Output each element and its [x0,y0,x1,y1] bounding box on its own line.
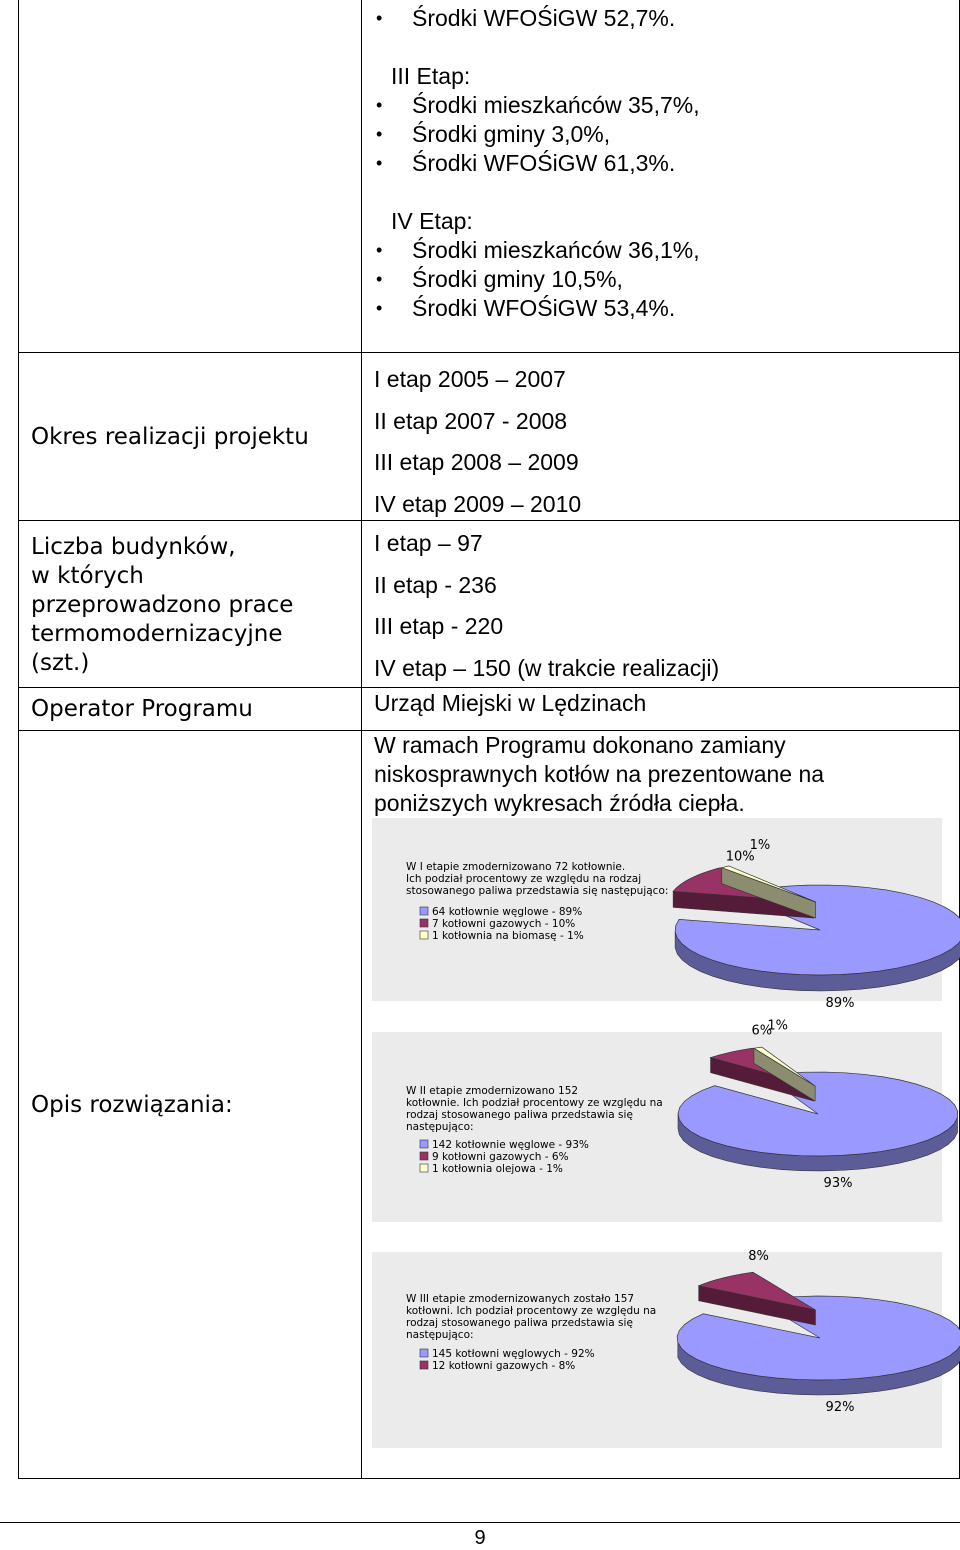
chart-title-line: następująco: [406,1121,474,1133]
count-line: III etap - 220 [374,613,504,639]
pie-data-label: 92% [825,1400,855,1415]
chart-title-line: W III etapie zmodernizowanych zostało 157 [406,1293,635,1305]
legend-entry: 9 kotłowni gazowych - 6% [432,1151,569,1163]
legend-swatch [420,1361,428,1369]
label-line: Liczba budynków, [31,534,236,560]
label-line: termomodernizacyjne [31,621,283,647]
legend-entry: 1 kotłownia olejowa - 1% [432,1163,563,1175]
list-item: • Środki mieszkańców 35,7%, [374,91,954,120]
pie-slice [678,1072,958,1156]
funding-row [19,0,959,352]
description-label: Opis rozwiązania: [31,1092,233,1118]
legend-swatch [420,1164,428,1172]
label-line: (szt.) [31,650,90,676]
pie-chart-stage3 [372,1248,942,1448]
period-line: I etap 2005 – 2007 [374,366,566,392]
text-line: niskosprawnych kotłów na prezentowane na [374,761,825,787]
text-line: poniższych wykresach źródła ciepła. [374,790,745,816]
period-line: II etap 2007 - 2008 [374,407,568,434]
buildings-row [19,520,959,687]
legend-swatch [420,931,428,939]
legend-entry: 145 kotłowni węglowych - 92% [432,1348,595,1360]
pie-slice [677,1296,960,1380]
legend-swatch [420,919,428,927]
legend-swatch [420,1349,428,1357]
buildings-label [31,533,351,678]
pie-data-label: 6% [751,1023,773,1039]
legend-swatch [420,1152,428,1160]
pie-data-label: 8% [748,1248,769,1264]
count-line: IV etap – 150 (w trakcie realizacji) [374,654,720,681]
period-line: III etap 2008 – 2009 [374,449,579,475]
label-line: w których [31,563,144,589]
count-line: I etap – 97 [374,530,483,556]
chart-title-line: kotłownie. Ich podział procentowy ze względu na [406,1097,663,1109]
period-values [374,359,954,525]
pie-chart-stage2 [372,1018,942,1222]
chart-title-line: W II etapie zmodernizowano 152 [406,1085,579,1097]
legend-entry: 1 kotłownia na biomasę - 1% [432,930,584,942]
funding-stages [374,4,954,323]
stage4-title: IV Etap: [391,208,473,234]
stage3-title: III Etap: [391,63,471,89]
pie-chart-stage1 [372,818,942,1011]
list-item: • Środki WFOŚiGW 53,4%. [374,294,954,323]
page-number: 9 [474,1527,486,1549]
label-line: przeprowadzono prace [31,592,294,618]
legend-entry: 7 kotłowni gazowych - 10% [432,918,576,930]
chart-title-line: Ich podział procentowy ze względu na rodzaj [406,873,642,885]
pie-data-label: 10% [725,849,755,865]
footer-rule [0,1522,960,1523]
chart-title-line: kotłowni. Ich podział procentowy ze względu na [406,1305,657,1317]
operator-label: Operator Programu [31,696,253,722]
period-row [19,352,959,520]
chart-title-line: W I etapie zmodernizowano 72 kotłownie. [406,861,626,873]
chart-title-line: następująco: [406,1329,474,1341]
text-line: W ramach Programu dokonano zamiany [374,732,786,758]
chart-title-line: rodzaj stosowanego paliwa przedstawia się [406,1109,633,1121]
list-item: • Środki WFOŚiGW 52,7%. [374,4,954,33]
pie-data-label: 89% [825,996,855,1011]
legend-swatch [420,1140,428,1148]
pie-data-label: 1% [749,837,771,853]
period-line: IV etap 2009 – 2010 [374,490,582,517]
buildings-values [374,523,954,689]
period-label: Okres realizacji projektu [31,424,309,450]
legend-swatch [420,907,428,915]
legend-entry: 12 kotłowni gazowych - 8% [432,1360,576,1372]
pie-data-label: 1% [767,1018,788,1034]
legend-entry: 64 kotłownie węglowe - 89% [432,906,583,918]
description-text [374,731,954,818]
list-item: • Środki gminy 10,5%, [374,265,954,294]
operator-row [19,687,959,730]
pie-data-label: 93% [823,1176,853,1191]
chart-title-line: stosowanego paliwa przedstawia się następująco: [406,885,669,897]
list-item: • Środki WFOŚiGW 61,3%. [374,149,954,178]
list-item: • Środki mieszkańców 36,1%, [374,236,954,265]
list-item: • Środki gminy 3,0%, [374,120,954,149]
operator-value: Urząd Miejski w Lędzinach [374,690,647,716]
chart-title-line: rodzaj stosowanego paliwa przedstawia się [406,1317,633,1329]
count-line: II etap - 236 [374,571,497,598]
legend-entry: 142 kotłownie węglowe - 93% [432,1139,589,1151]
